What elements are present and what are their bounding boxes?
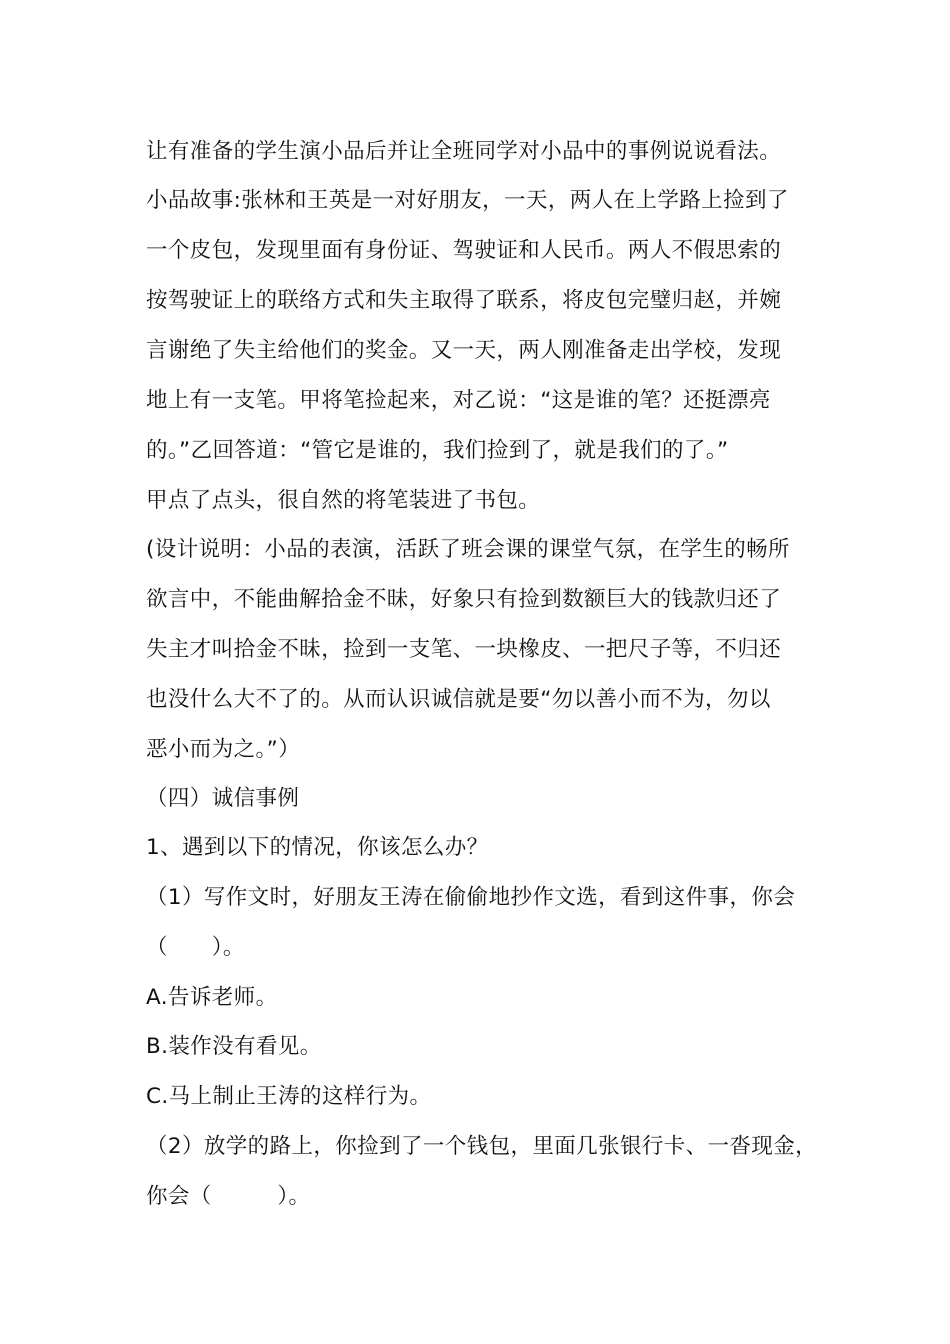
section-heading: （四）诚信事例 [146,786,300,811]
paragraph-line-skit-1: 小品故事:张林和王英是一对好朋友，一天，两人在上学路上捡到了 [146,188,789,213]
option-c: C.马上制止王涛的这样行为。 [146,1084,432,1109]
paragraph-line-design-3: 失主才叫拾金不昧，捡到一支笔、一块橡皮、一把尺子等，不归还 [146,637,782,662]
paragraph-line-design-4: 也没什么大不了的。从而认识诚信就是要“勿以善小而不为，勿以 [146,687,771,712]
question-heading: 1、遇到以下的情况，你该怎么办？ [146,835,489,860]
paragraph-line-skit-7: 甲点了点头，很自然的将笔装进了书包。 [146,488,541,513]
paragraph-line-design-1: (设计说明：小品的表演，活跃了班会课的课堂气氛，在学生的畅所 [146,537,790,562]
paragraph-line-design-5: 恶小而为之。”） [146,737,301,762]
paragraph-line-intro: 让有准备的学生演小品后并让全班同学对小品中的事例说说看法。 [146,139,782,164]
question-1-line-2: （ ）。 [146,935,245,960]
question-2-line-2: 你会（ ）。 [146,1184,311,1209]
option-a: A.告诉老师。 [146,985,278,1010]
paragraph-line-skit-3: 按驾驶证上的联络方式和失主取得了联系，将皮包完璧归赵，并婉 [146,288,782,313]
question-2-line-1: （2）放学的路上，你捡到了一个钱包，里面几张银行卡、一沓现金， [146,1134,818,1159]
question-1-line-1: （1）写作文时，好朋友王涛在偷偷地抄作文选，看到这件事，你会 [146,885,796,910]
option-b: B.装作没有看见。 [146,1034,322,1059]
paragraph-line-skit-4: 言谢绝了失主给他们的奖金。又一天，两人刚准备走出学校，发现 [146,338,782,363]
paragraph-line-skit-6: 的。”乙回答道：“管它是谁的，我们捡到了，就是我们的了。” [146,438,729,463]
paragraph-line-design-2: 欲言中，不能曲解拾金不昧，好象只有捡到数额巨大的钱款归还了 [146,587,782,612]
paragraph-line-skit-5: 地上有一支笔。甲将笔捡起来，对乙说：“这是谁的笔？还挺漂亮 [146,388,771,413]
paragraph-line-skit-2: 一个皮包，发现里面有身份证、驾驶证和人民币。两人不假思索的 [146,238,782,263]
